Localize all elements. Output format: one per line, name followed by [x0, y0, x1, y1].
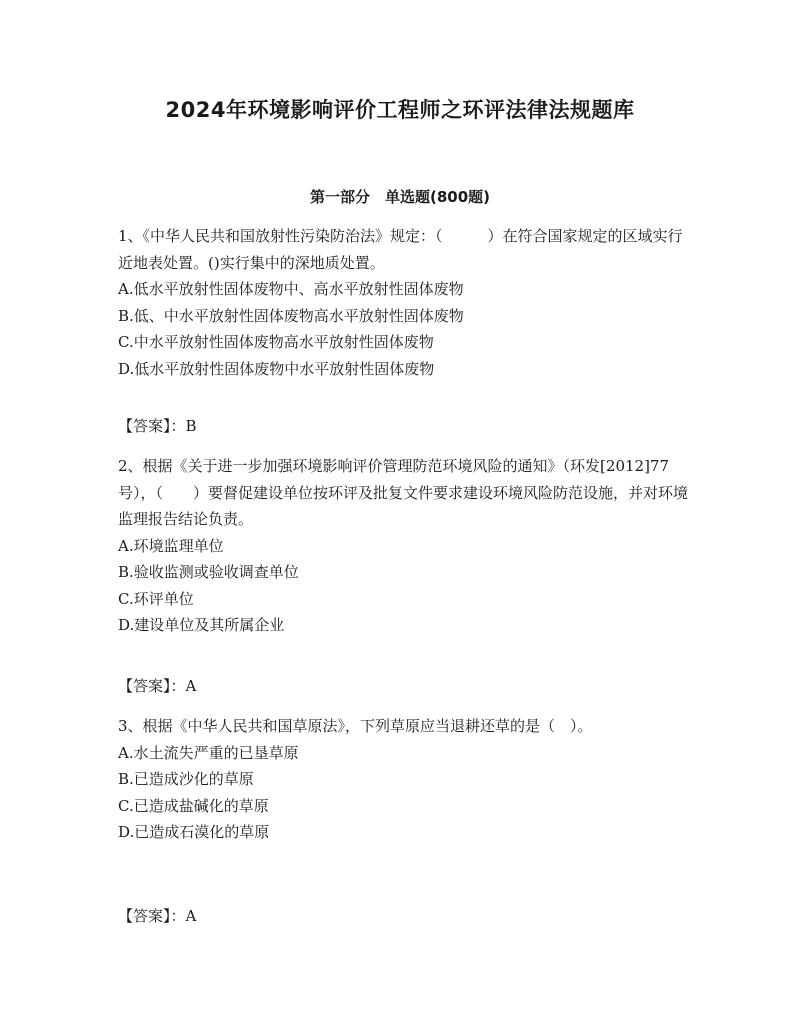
answer-value: ：A: [170, 677, 197, 695]
section-title: 第一部分 单选题(800题): [309, 188, 491, 206]
option-b: B.验收监测或验收调查单位: [118, 563, 299, 581]
answer-2: [118, 673, 196, 699]
question-stem: 2、根据《关于进一步加强环境影响评价管理防范环境风险的通知》（环发[2012]77号），（ ）要督促建设单位按环评及批复文件要求建设环境风险防范设施，并对环境监理报告结论负责。: [118, 457, 689, 528]
document-title: 2024年环境影响评价工程师之环评法律法规题库: [165, 98, 635, 122]
answer-value: ：B: [170, 417, 197, 435]
option-a: A.环境监理单位: [118, 536, 224, 555]
option-c: C.环评单位: [118, 589, 194, 608]
answer-1: [118, 413, 197, 439]
option-a: A.低水平放射性固体废物中、高水平放射性固体废物: [118, 280, 464, 298]
option-b: B.已造成沙化的草原: [118, 770, 254, 788]
question-2: [118, 453, 690, 639]
answer-label: 【答案】: [118, 907, 171, 925]
answer-label: 【答案】: [118, 417, 171, 435]
option-d: D.已造成石漠化的草原: [118, 823, 270, 841]
answer-value: ：A: [170, 907, 197, 925]
option-d: D.建设单位及其所属企业: [118, 616, 285, 634]
option-d: D.低水平放射性固体废物中水平放射性固体废物: [118, 359, 435, 378]
answer-label: 【答案】: [118, 677, 171, 695]
option-b: B.低、中水平放射性固体废物高水平放射性固体废物: [118, 306, 464, 325]
option-a: A.水土流失严重的已垦草原: [118, 743, 299, 762]
option-c: C.中水平放射性固体废物高水平放射性固体废物: [118, 333, 434, 351]
question-1: [118, 223, 690, 382]
question-stem: 1、《中华人民共和国放射性污染防治法》规定：（ ）在符合国家规定的区域实行近地表处置。()实行集中的深地质处置。: [118, 227, 683, 272]
option-c: C.已造成盐碱化的草原: [118, 796, 269, 815]
question-3: [118, 713, 690, 846]
question-stem: 3、根据《中华人民共和国草原法》，下列草原应当退耕还草的是（ ）。: [118, 717, 593, 735]
answer-3: [118, 903, 196, 929]
